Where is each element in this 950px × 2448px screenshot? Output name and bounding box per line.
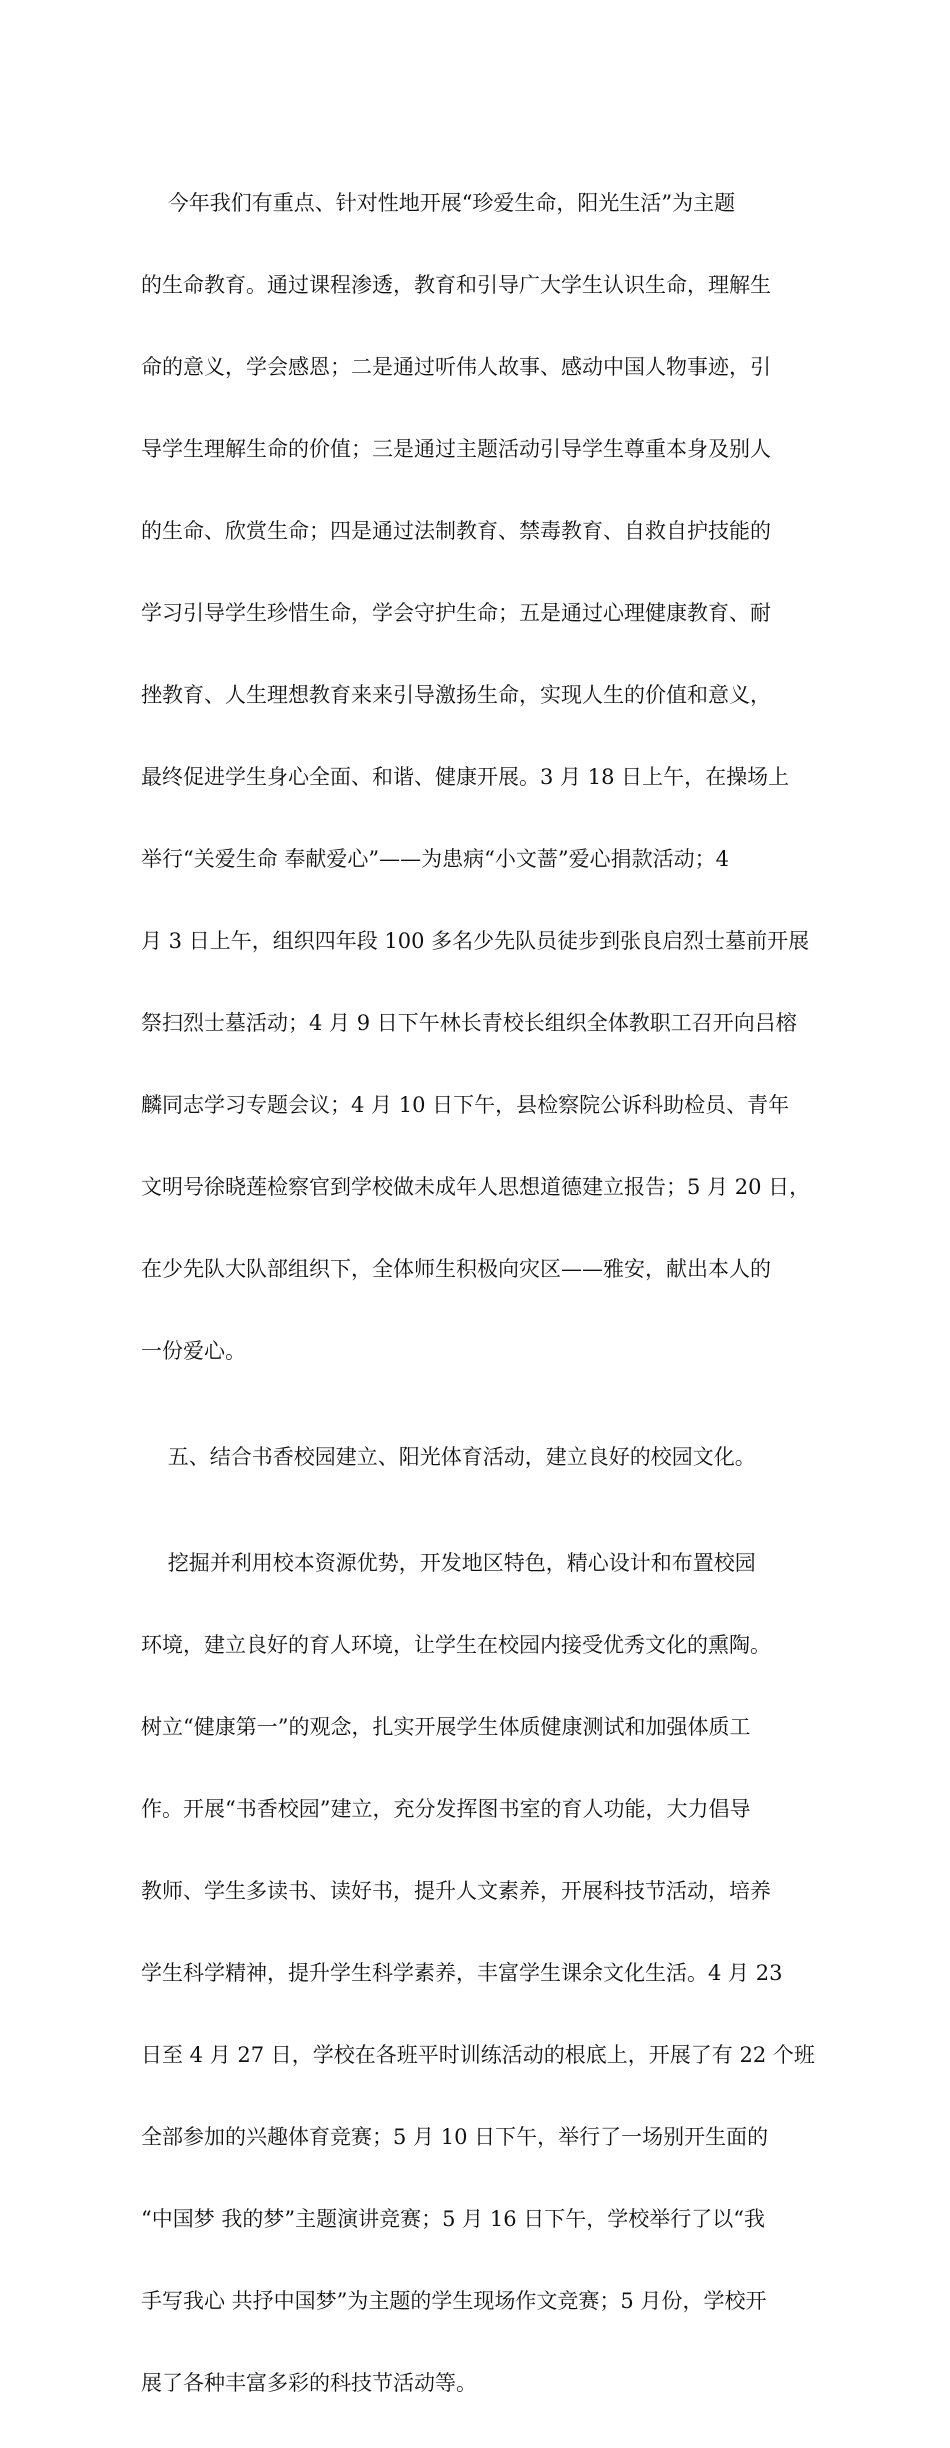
paragraph-1-line-1: 今年我们有重点、针对性地开展“珍爱生命，阳光生活”为主题 xyxy=(141,191,736,215)
paragraph-3-line-3: 树立“健康第一”的观念，扎实开展学生体质健康测试和加强体质工 xyxy=(141,1715,751,1739)
paragraph-1-line-14: 在少先队大队部组织下，全体师生积极向灾区——雅安，献出本人的 xyxy=(141,1257,771,1281)
document-body xyxy=(141,114,821,2448)
paragraph-1-line-11: 祭扫烈士墓活动；4 月 9 日下午林长青校长组织全体教职工召开向吕榕 xyxy=(141,1011,797,1035)
paragraph-1-line-7: 挫教育、人生理想教育来来引导激扬生命，实现人生的价值和意义， xyxy=(141,683,771,707)
paragraph-3-line-2: 环境，建立良好的育人环境，让学生在校园内接受优秀文化的熏陶。 xyxy=(141,1633,771,1657)
paragraph-1-line-9: 举行“关爱生命 奉献爱心”——为患病“小文蔷”爱心捐款活动；4 xyxy=(141,847,729,871)
paragraph-3-line-4: 作。开展“书香校园”建立，充分发挥图书室的育人功能，大力倡导 xyxy=(141,1797,751,1821)
paragraph-3-line-1: 挖掘并利用校本资源优势，开发地区特色，精心设计和布置校园 xyxy=(141,1551,756,1575)
paragraph-3-line-6: 学生科学精神，提升学生科学素养，丰富学生课余文化生活。4 月 23 xyxy=(141,1961,783,1985)
paragraph-1-line-12: 麟同志学习专题会议；4 月 10 日下午，县检察院公诉科助检员、青年 xyxy=(141,1093,790,1117)
section-heading: 五、结合书香校园建立、阳光体育活动，建立良好的校园文化。 xyxy=(141,1445,756,1469)
paragraph-1-line-10: 月 3 日上午，组织四年段 100 多名少先队员徒步到张良启烈士墓前开展 xyxy=(141,929,810,953)
paragraph-1-line-2: 的生命教育。通过课程渗透，教育和引导广大学生认识生命，理解生 xyxy=(141,273,771,297)
paragraph-1-line-13: 文明号徐晓莲检察官到学校做未成年人思想道德建立报告；5 月 20 日， xyxy=(141,1175,811,1199)
paragraph-1-line-4: 导学生理解生命的价值；三是通过主题活动引导学生尊重本身及别人 xyxy=(141,437,771,461)
paragraph-1-line-5: 的生命、欣赏生命；四是通过法制教育、禁毒教育、自救自护技能的 xyxy=(141,519,771,543)
paragraph-3-line-8: 全部参加的兴趣体育竞赛；5 月 10 日下午，举行了一场别开生面的 xyxy=(141,2125,769,2149)
paragraph-3-line-10: 手写我心 共抒中国梦”为主题的学生现场作文竞赛；5 月份，学校开 xyxy=(141,2289,767,2313)
paragraph-3-line-9: “中国梦 我的梦”主题演讲竞赛；5 月 16 日下午，学校举行了以“我 xyxy=(141,2207,765,2231)
paragraph-3-line-7: 日至 4 月 27 日，学校在各班平时训练活动的根底上，开展了有 22 个班 xyxy=(141,2043,815,2067)
paragraph-3-line-5: 教师、学生多读书、读好书，提升人文素养，开展科技节活动，培养 xyxy=(141,1879,771,1903)
paragraph-3-line-11: 展了各种丰富多彩的科技节活动等。 xyxy=(141,2371,477,2395)
paragraph-1-line-8: 最终促进学生身心全面、和谐、健康开展。3 月 18 日上午，在操场上 xyxy=(141,765,790,789)
paragraph-1-line-3: 命的意义，学会感恩；二是通过听伟人故事、感动中国人物事迹，引 xyxy=(141,355,771,379)
paragraph-1-line-15: 一份爱心。 xyxy=(141,1339,246,1363)
paragraph-1-line-6: 学习引导学生珍惜生命，学会守护生命；五是通过心理健康教育、耐 xyxy=(141,601,771,625)
